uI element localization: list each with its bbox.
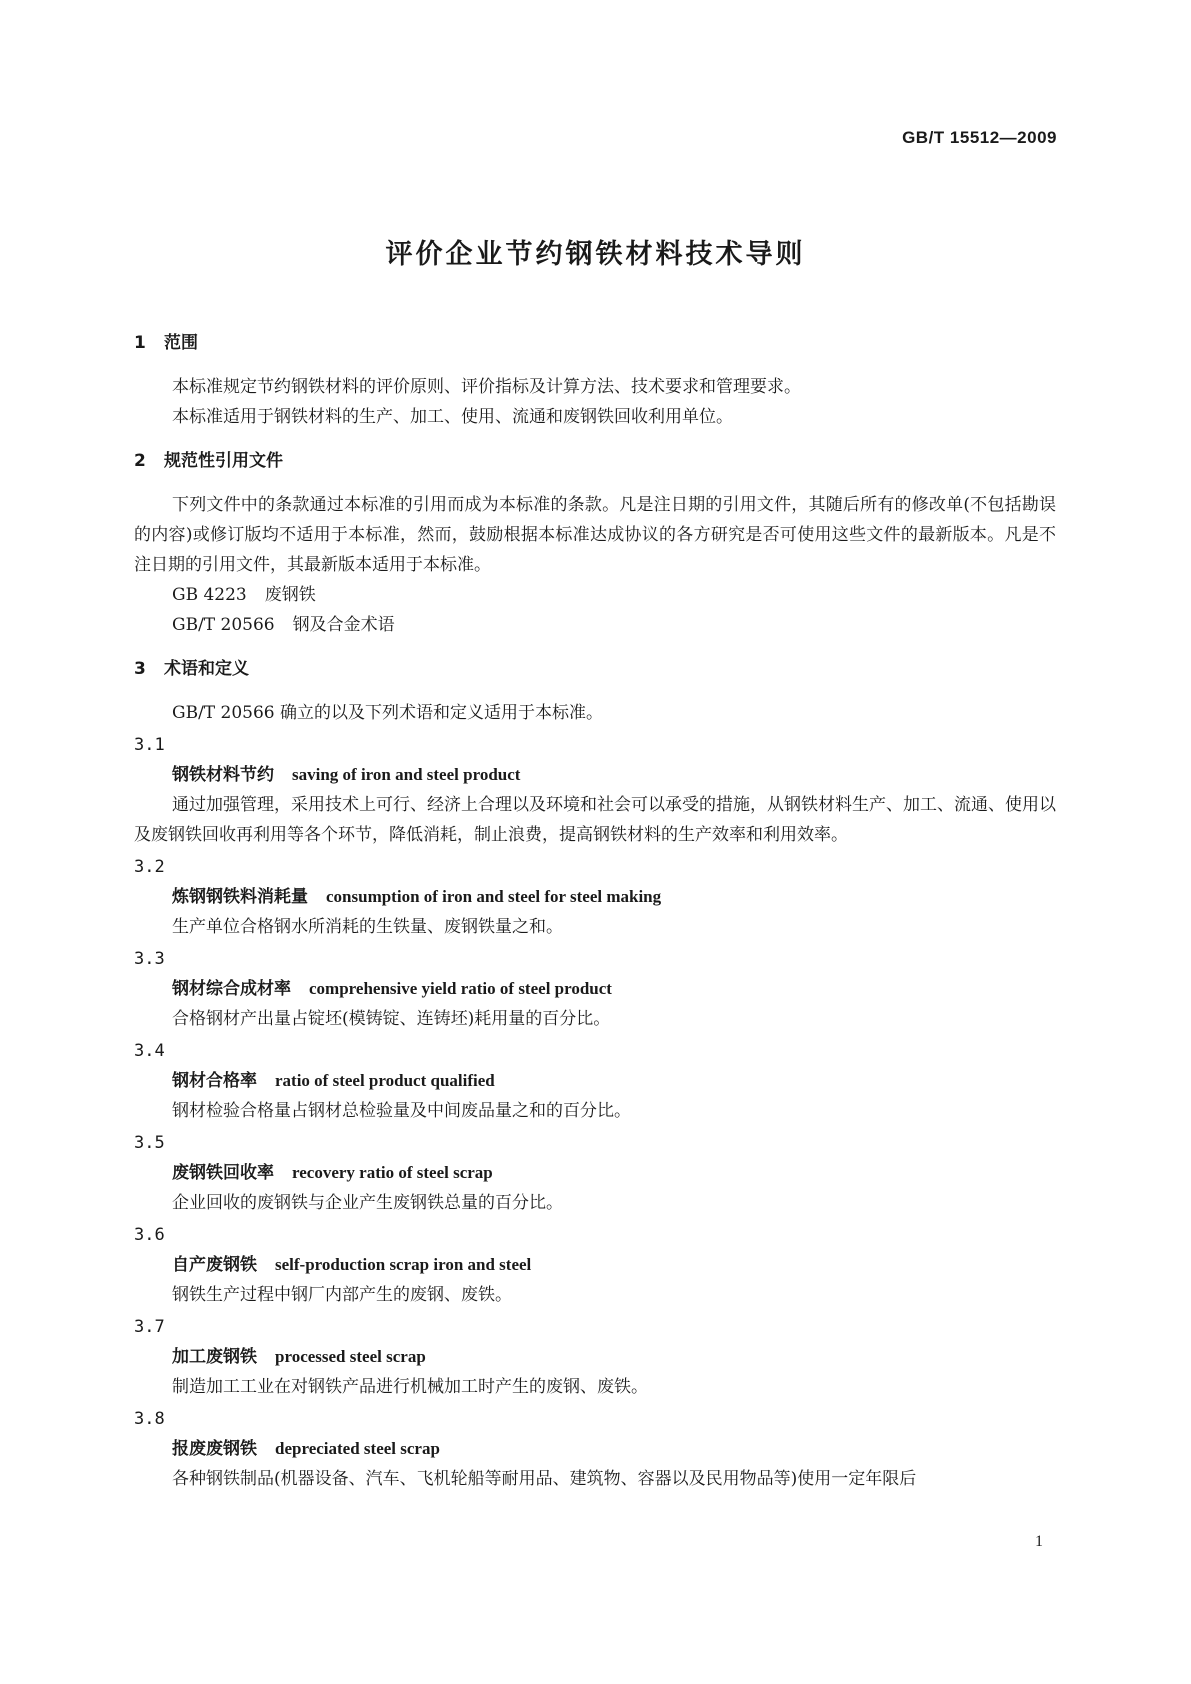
section-heading-terms [134, 654, 1056, 684]
page-title: 评价企业节约钢铁材料技术导则 [385, 239, 806, 270]
reference-name: 钢及合金术语 [292, 615, 395, 635]
term-en: comprehensive yield ratio of steel product [309, 979, 612, 998]
term-heading [134, 882, 1056, 912]
term-number: 3.4 [134, 1041, 165, 1061]
section-number: 2 [134, 451, 146, 471]
term-en: consumption of iron and steel for steel making [326, 887, 662, 906]
page-number: 1 [1035, 1533, 1043, 1550]
reference-item [134, 580, 1056, 610]
term-en: recovery ratio of steel scrap [292, 1163, 493, 1182]
term-definition: 制造加工工业在对钢铁产品进行机械加工时产生的废钢、废铁。 [172, 1377, 648, 1397]
term-definition: 企业回收的废钢铁与企业产生废钢铁总量的百分比。 [172, 1193, 563, 1213]
term-zh: 钢材合格率 [172, 1071, 257, 1091]
term-zh: 炼钢钢铁料消耗量 [172, 887, 308, 907]
section-title: 范围 [164, 333, 198, 353]
term-number: 3.5 [134, 1133, 165, 1153]
term-definition: 合格钢材产出量占锭坯(模铸锭、连铸坯)耗用量的百分比。 [172, 1009, 611, 1029]
reference-item [134, 610, 1056, 640]
section-title: 规范性引用文件 [164, 451, 283, 471]
document-body [134, 328, 1056, 1494]
term-zh: 报废废钢铁 [172, 1439, 257, 1459]
reference-name: 废钢铁 [264, 585, 316, 605]
term-zh: 废钢铁回收率 [172, 1163, 274, 1183]
paragraph: 本标准规定节约钢铁材料的评价原则、评价指标及计算方法、技术要求和管理要求。 [172, 377, 801, 397]
standard-number: GB/T 15512—2009 [902, 128, 1057, 147]
term-zh: 钢材综合成材率 [172, 979, 291, 999]
term-heading [134, 1158, 1056, 1188]
term-zh: 钢铁材料节约 [172, 765, 274, 785]
reference-code: GB/T 20566 [172, 615, 275, 635]
term-en: processed steel scrap [275, 1347, 426, 1366]
term-definition: 钢材检验合格量占钢材总检验量及中间废品量之和的百分比。 [172, 1101, 631, 1121]
term-heading [134, 1342, 1056, 1372]
term-heading [134, 974, 1056, 1004]
term-definition: 生产单位合格钢水所消耗的生铁量、废钢铁量之和。 [172, 917, 563, 937]
term-heading [134, 760, 1056, 790]
term-number: 3.3 [134, 949, 165, 969]
term-heading [134, 1434, 1056, 1464]
reference-code: GB 4223 [172, 585, 247, 605]
section-heading-scope [134, 328, 1056, 358]
term-heading [134, 1250, 1056, 1280]
term-zh: 自产废钢铁 [172, 1255, 257, 1275]
term-en: ratio of steel product qualified [275, 1071, 495, 1090]
term-en: depreciated steel scrap [275, 1439, 440, 1458]
term-number: 3.2 [134, 857, 165, 877]
term-number: 3.1 [134, 735, 165, 755]
term-definition: 各种钢铁制品(机器设备、汽车、飞机轮船等耐用品、建筑物、容器以及民用物品等)使用一定年限后 [172, 1469, 917, 1489]
term-definition: 通过加强管理，采用技术上可行、经济上合理以及环境和社会可以承受的措施，从钢铁材料生产、加工、流通、使用以及废钢铁回收再利用等各个环节，降低消耗，制止浪费，提高钢铁材料的生产效率和利用效率。 [134, 795, 1056, 845]
section-number: 3 [134, 659, 146, 679]
paragraph: 本标准适用于钢铁材料的生产、加工、使用、流通和废钢铁回收利用单位。 [172, 407, 733, 427]
term-number: 3.8 [134, 1409, 165, 1429]
term-number: 3.7 [134, 1317, 165, 1337]
term-zh: 加工废钢铁 [172, 1347, 257, 1367]
term-en: self-production scrap iron and steel [275, 1255, 532, 1274]
term-heading [134, 1066, 1056, 1096]
paragraph: 下列文件中的条款通过本标准的引用而成为本标准的条款。凡是注日期的引用文件，其随后所有的修改单(不包括勘误的内容)或修订版均不适用于本标准，然而，鼓励根据本标准达成协议的各方研究是否可使用这些文件的最新版本。凡是不注日期的引用文件，其最新版本适用于本标准。 [134, 495, 1056, 575]
section-heading-normative-references [134, 446, 1056, 476]
paragraph: GB/T 20566 确立的以及下列术语和定义适用于本标准。 [172, 703, 604, 723]
term-number: 3.6 [134, 1225, 165, 1245]
term-definition: 钢铁生产过程中钢厂内部产生的废钢、废铁。 [172, 1285, 512, 1305]
section-title: 术语和定义 [164, 659, 249, 679]
term-en: saving of iron and steel product [292, 765, 521, 784]
section-number: 1 [134, 333, 146, 353]
